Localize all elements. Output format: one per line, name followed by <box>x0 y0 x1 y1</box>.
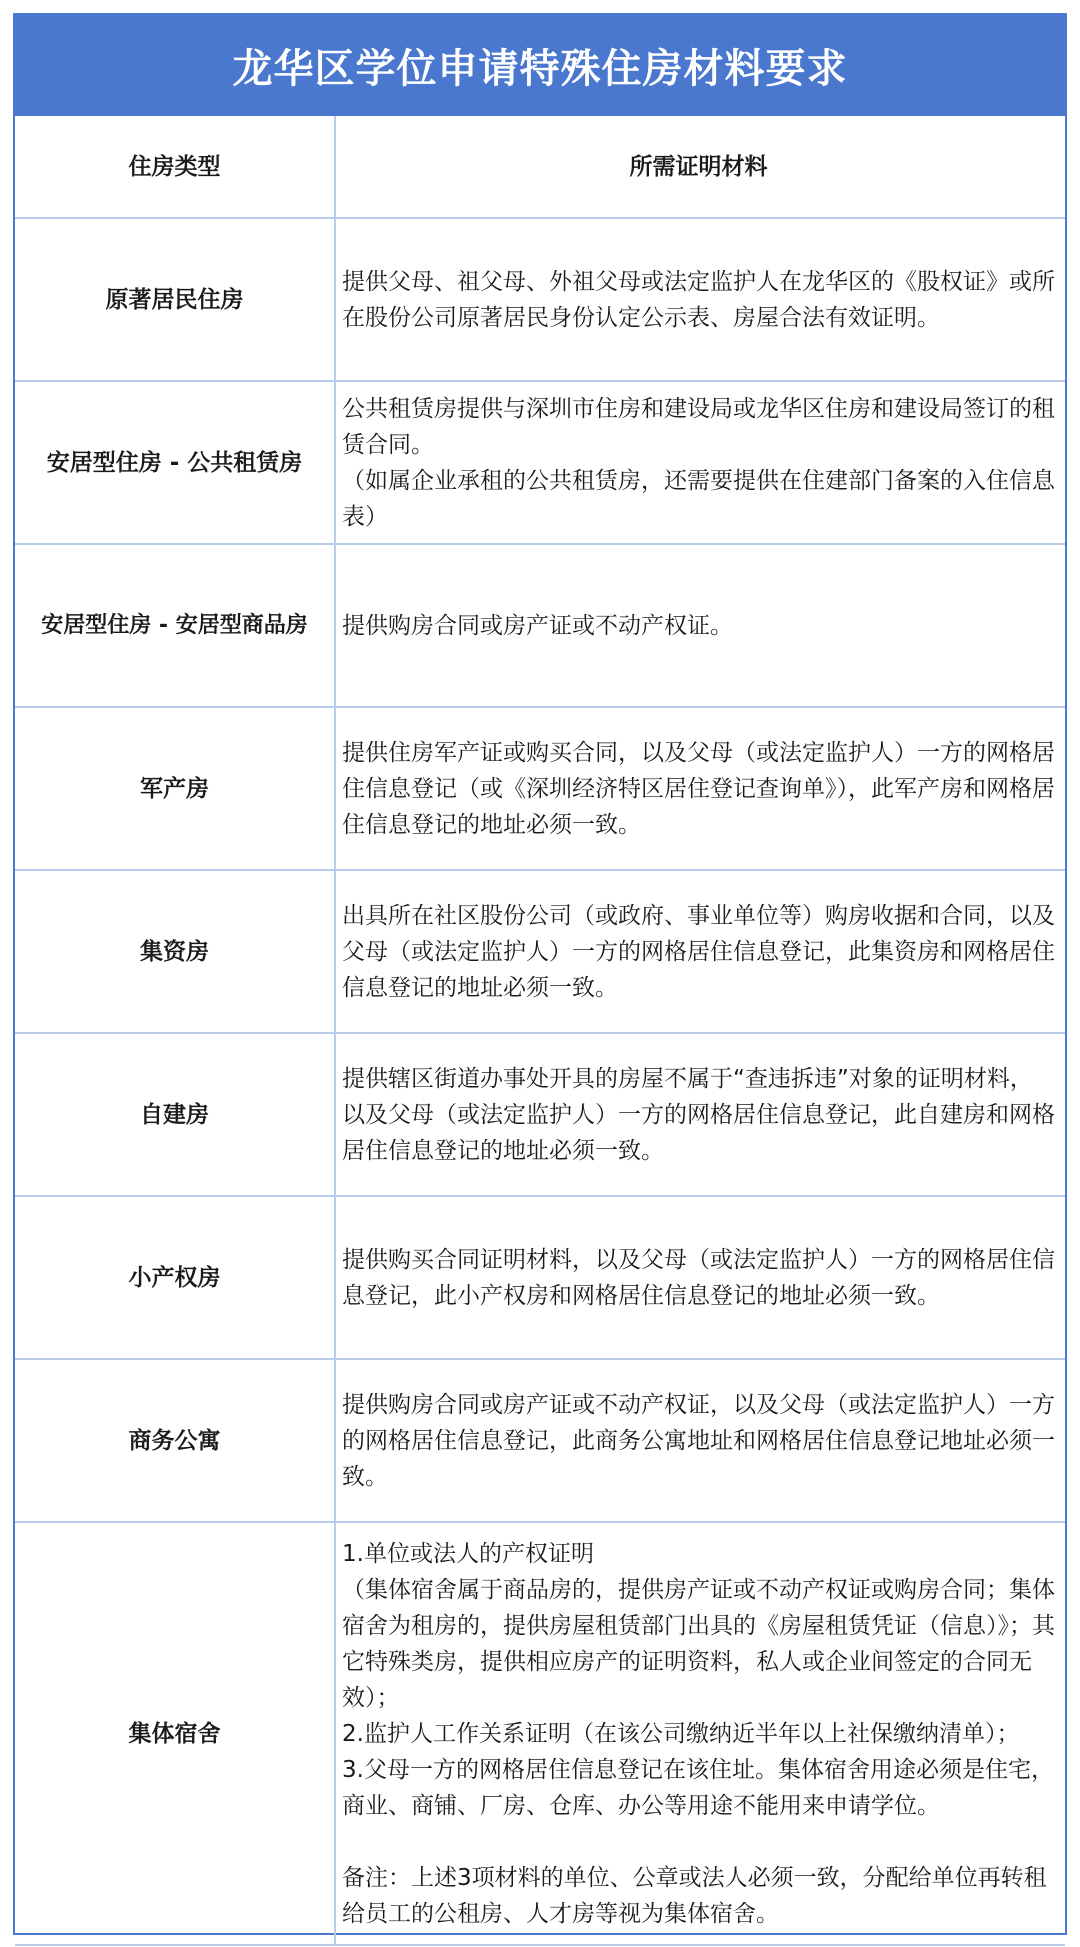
housing-type-cell: 军产房 <box>15 707 335 870</box>
page-title: 龙华区学位申请特殊住房材料要求 <box>15 15 1065 116</box>
materials-cell: 提供购房合同或房产证或不动产权证，以及父母（或法定监护人）一方的网格居住信息登记，此商务公寓地址和网格居住信息登记地址必须一致。 <box>335 1359 1065 1522</box>
materials-cell: 公共租赁房提供与深圳市住房和建设局或龙华区住房和建设局签订的租赁合同。 （如属企业承租的公共租赁房，还需要提供在住建部门备案的入住信息表） <box>335 381 1065 544</box>
document-frame <box>13 13 1067 1935</box>
materials-cell: 出具所在社区股份公司（或政府、事业单位等）购房收据和合同，以及父母（或法定监护人）一方的网格居住信息登记，此集资房和网格居住信息登记的地址必须一致。 <box>335 870 1065 1033</box>
housing-type-cell: 安居型住房 - 公共租赁房 <box>15 381 335 544</box>
requirements-table <box>15 116 1065 1946</box>
table-row <box>15 381 1065 544</box>
housing-type-cell: 集资房 <box>15 870 335 1033</box>
table-row <box>15 544 1065 707</box>
table-row <box>15 1359 1065 1522</box>
housing-type-cell: 小产权房 <box>15 1196 335 1359</box>
materials-cell: 提供购买合同证明材料，以及父母（或法定监护人）一方的网格居住信息登记，此小产权房和网格居住信息登记的地址必须一致。 <box>335 1196 1065 1359</box>
table-row <box>15 870 1065 1033</box>
housing-type-cell: 商务公寓 <box>15 1359 335 1522</box>
housing-type-cell: 集体宿舍 <box>15 1522 335 1945</box>
table-row <box>15 707 1065 870</box>
table-row <box>15 1196 1065 1359</box>
header-housing-type: 住房类型 <box>15 116 335 218</box>
housing-type-cell: 自建房 <box>15 1033 335 1196</box>
table-row <box>15 218 1065 381</box>
table-header-row <box>15 116 1065 218</box>
materials-cell: 提供父母、祖父母、外祖父母或法定监护人在龙华区的《股权证》或所在股份公司原著居民身份认定公示表、房屋合法有效证明。 <box>335 218 1065 381</box>
materials-cell: 1.单位或法人的产权证明 （集体宿舍属于商品房的，提供房产证或不动产权证或购房合同；集体宿舍为租房的，提供房屋租赁部门出具的《房屋租赁凭证（信息）》；其它特殊类房，提供相应房产的证明资料，私人或企业间签定的合同无效）； 2.监护人工作关系证明（在该公司缴纳近半年以上社保缴纳清单）； 3.父母一方的网格居住信息登记在该住址。集体宿舍用途必须是住宅，商业、商铺、厂房、仓库、办公等用途不能用来申请学位。 备注：上述3项材料的单位、公章或法人必须一致，分配给单位再转租给员工的公租房、人才房等视为集体宿舍。 <box>335 1522 1065 1945</box>
materials-cell: 提供住房军产证或购买合同，以及父母（或法定监护人）一方的网格居住信息登记（或《深圳经济特区居住登记查询单》），此军产房和网格居住信息登记的地址必须一致。 <box>335 707 1065 870</box>
housing-type-cell: 安居型住房 - 安居型商品房 <box>15 544 335 707</box>
materials-cell: 提供购房合同或房产证或不动产权证。 <box>335 544 1065 707</box>
table-row <box>15 1522 1065 1945</box>
header-materials: 所需证明材料 <box>335 116 1065 218</box>
table-row <box>15 1033 1065 1196</box>
housing-type-cell: 原著居民住房 <box>15 218 335 381</box>
materials-cell: 提供辖区街道办事处开具的房屋不属于“查违拆违”对象的证明材料，以及父母（或法定监护人）一方的网格居住信息登记，此自建房和网格居住信息登记的地址必须一致。 <box>335 1033 1065 1196</box>
